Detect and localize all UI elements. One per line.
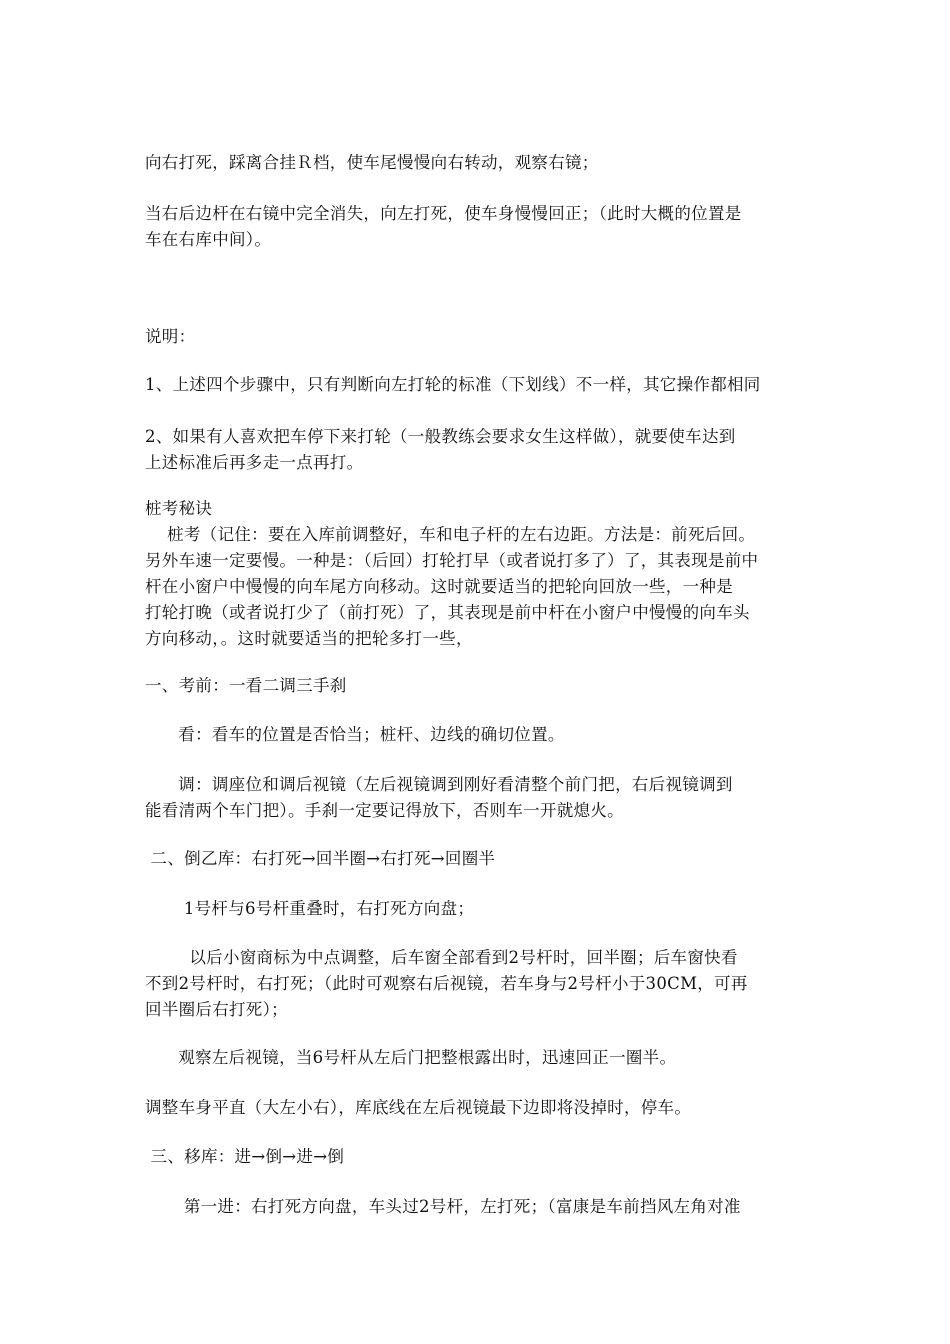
paragraph-secrets bbox=[145, 496, 810, 652]
text-line: 1号杆与6号杆重叠时，右打死方向盘； bbox=[145, 899, 475, 918]
section-heading-1 bbox=[145, 673, 810, 699]
paragraph-move-1 bbox=[145, 1194, 810, 1220]
paragraph-note-1 bbox=[145, 372, 810, 398]
paragraph-note-2 bbox=[145, 424, 810, 476]
text-line: 三、移库：进→倒→进→倒 bbox=[145, 1147, 345, 1166]
paragraph-note-heading bbox=[145, 324, 810, 350]
paragraph-adjust bbox=[145, 772, 810, 824]
text-line: 回半圈后右打死）； bbox=[145, 1000, 288, 1019]
text-line: 以后小窗商标为中点调整，后车窗全部看到2号杆时，回半圈；后车窗快看 bbox=[145, 948, 738, 967]
paragraph-step-2 bbox=[145, 945, 810, 1023]
text-line: 杆在小窗户中慢慢的向车尾方向移动。这时就要适当的把轮向回放一些，一种是 bbox=[145, 577, 733, 596]
text-line: 能看清两个车门把）。手刹一定要记得放下，否则车一开就熄火。 bbox=[145, 801, 624, 820]
text-line: 调：调座位和调后视镜（左后视镜调到刚好看清整个前门把，右后视镜调到 bbox=[145, 775, 733, 794]
text-line: 车在右库中间）。 bbox=[145, 230, 272, 249]
text-line: 看：看车的位置是否恰当；桩杆、边线的确切位置。 bbox=[145, 725, 565, 744]
text-line: 2、如果有人喜欢把车停下来打轮（一般教练会要求女生这样做），就要使车达到 bbox=[145, 427, 736, 446]
text-line: 一、考前：一看二调三手刹 bbox=[145, 676, 347, 695]
text-line: 二、倒乙库：右打死→回半圈→右打死→回圈半 bbox=[145, 849, 496, 868]
paragraph-look bbox=[145, 722, 810, 748]
paragraph-step-4 bbox=[145, 1095, 810, 1121]
paragraph-2 bbox=[145, 201, 810, 253]
section-title: 桩考秘诀 bbox=[145, 499, 213, 518]
text-line: 观察左后视镜，当6号杆从左后门把整根露出时，迅速回正一圈半。 bbox=[145, 1048, 677, 1067]
section-heading-2 bbox=[145, 846, 810, 872]
paragraph-1 bbox=[145, 150, 810, 176]
text-line: 第一进：右打死方向盘，车头过2号杆，左打死；（富康是车前挡风左角对准 bbox=[145, 1197, 741, 1216]
text-line: 调整车身平直（大左小右），库底线在左后视镜最下边即将没掉时，停车。 bbox=[145, 1098, 692, 1117]
text-line: 1、上述四个步骤中，只有判断向左打轮的标准（下划线）不一样，其它操作都相同 bbox=[145, 375, 761, 394]
text-line: 说明： bbox=[145, 327, 196, 346]
text-line: 另外车速一定要慢。一种是：（后回）打轮打早（或者说打多了）了，其表现是前中 bbox=[145, 551, 759, 570]
section-heading-3 bbox=[145, 1144, 810, 1170]
text-line: 向右打死，踩离合挂Ｒ档，使车尾慢慢向右转动，观察右镜； bbox=[145, 153, 599, 172]
text-line: 方向移动，。这时就要适当的把轮多打一些， bbox=[145, 629, 473, 648]
paragraph-step-1 bbox=[145, 896, 810, 922]
text-line: 不到2号杆时，右打死；（此时可观察右后视镜，若车身与2号杆小于30CM，可再 bbox=[145, 974, 748, 993]
text-line: 打轮打晚（或者说打少了（前打死）了，其表现是前中杆在小窗户中慢慢的向车头 bbox=[145, 603, 750, 622]
text-line: 上述标准后再多走一点再打。 bbox=[145, 453, 364, 472]
paragraph-step-3 bbox=[145, 1045, 810, 1071]
text-line: 桩考（记住：要在入库前调整好，车和电子杆的左右边距。方法是：前死后回。 bbox=[145, 525, 756, 544]
text-line: 当右后边杆在右镜中完全消失，向左打死，使车身慢慢回正；（此时大概的位置是 bbox=[145, 204, 742, 223]
